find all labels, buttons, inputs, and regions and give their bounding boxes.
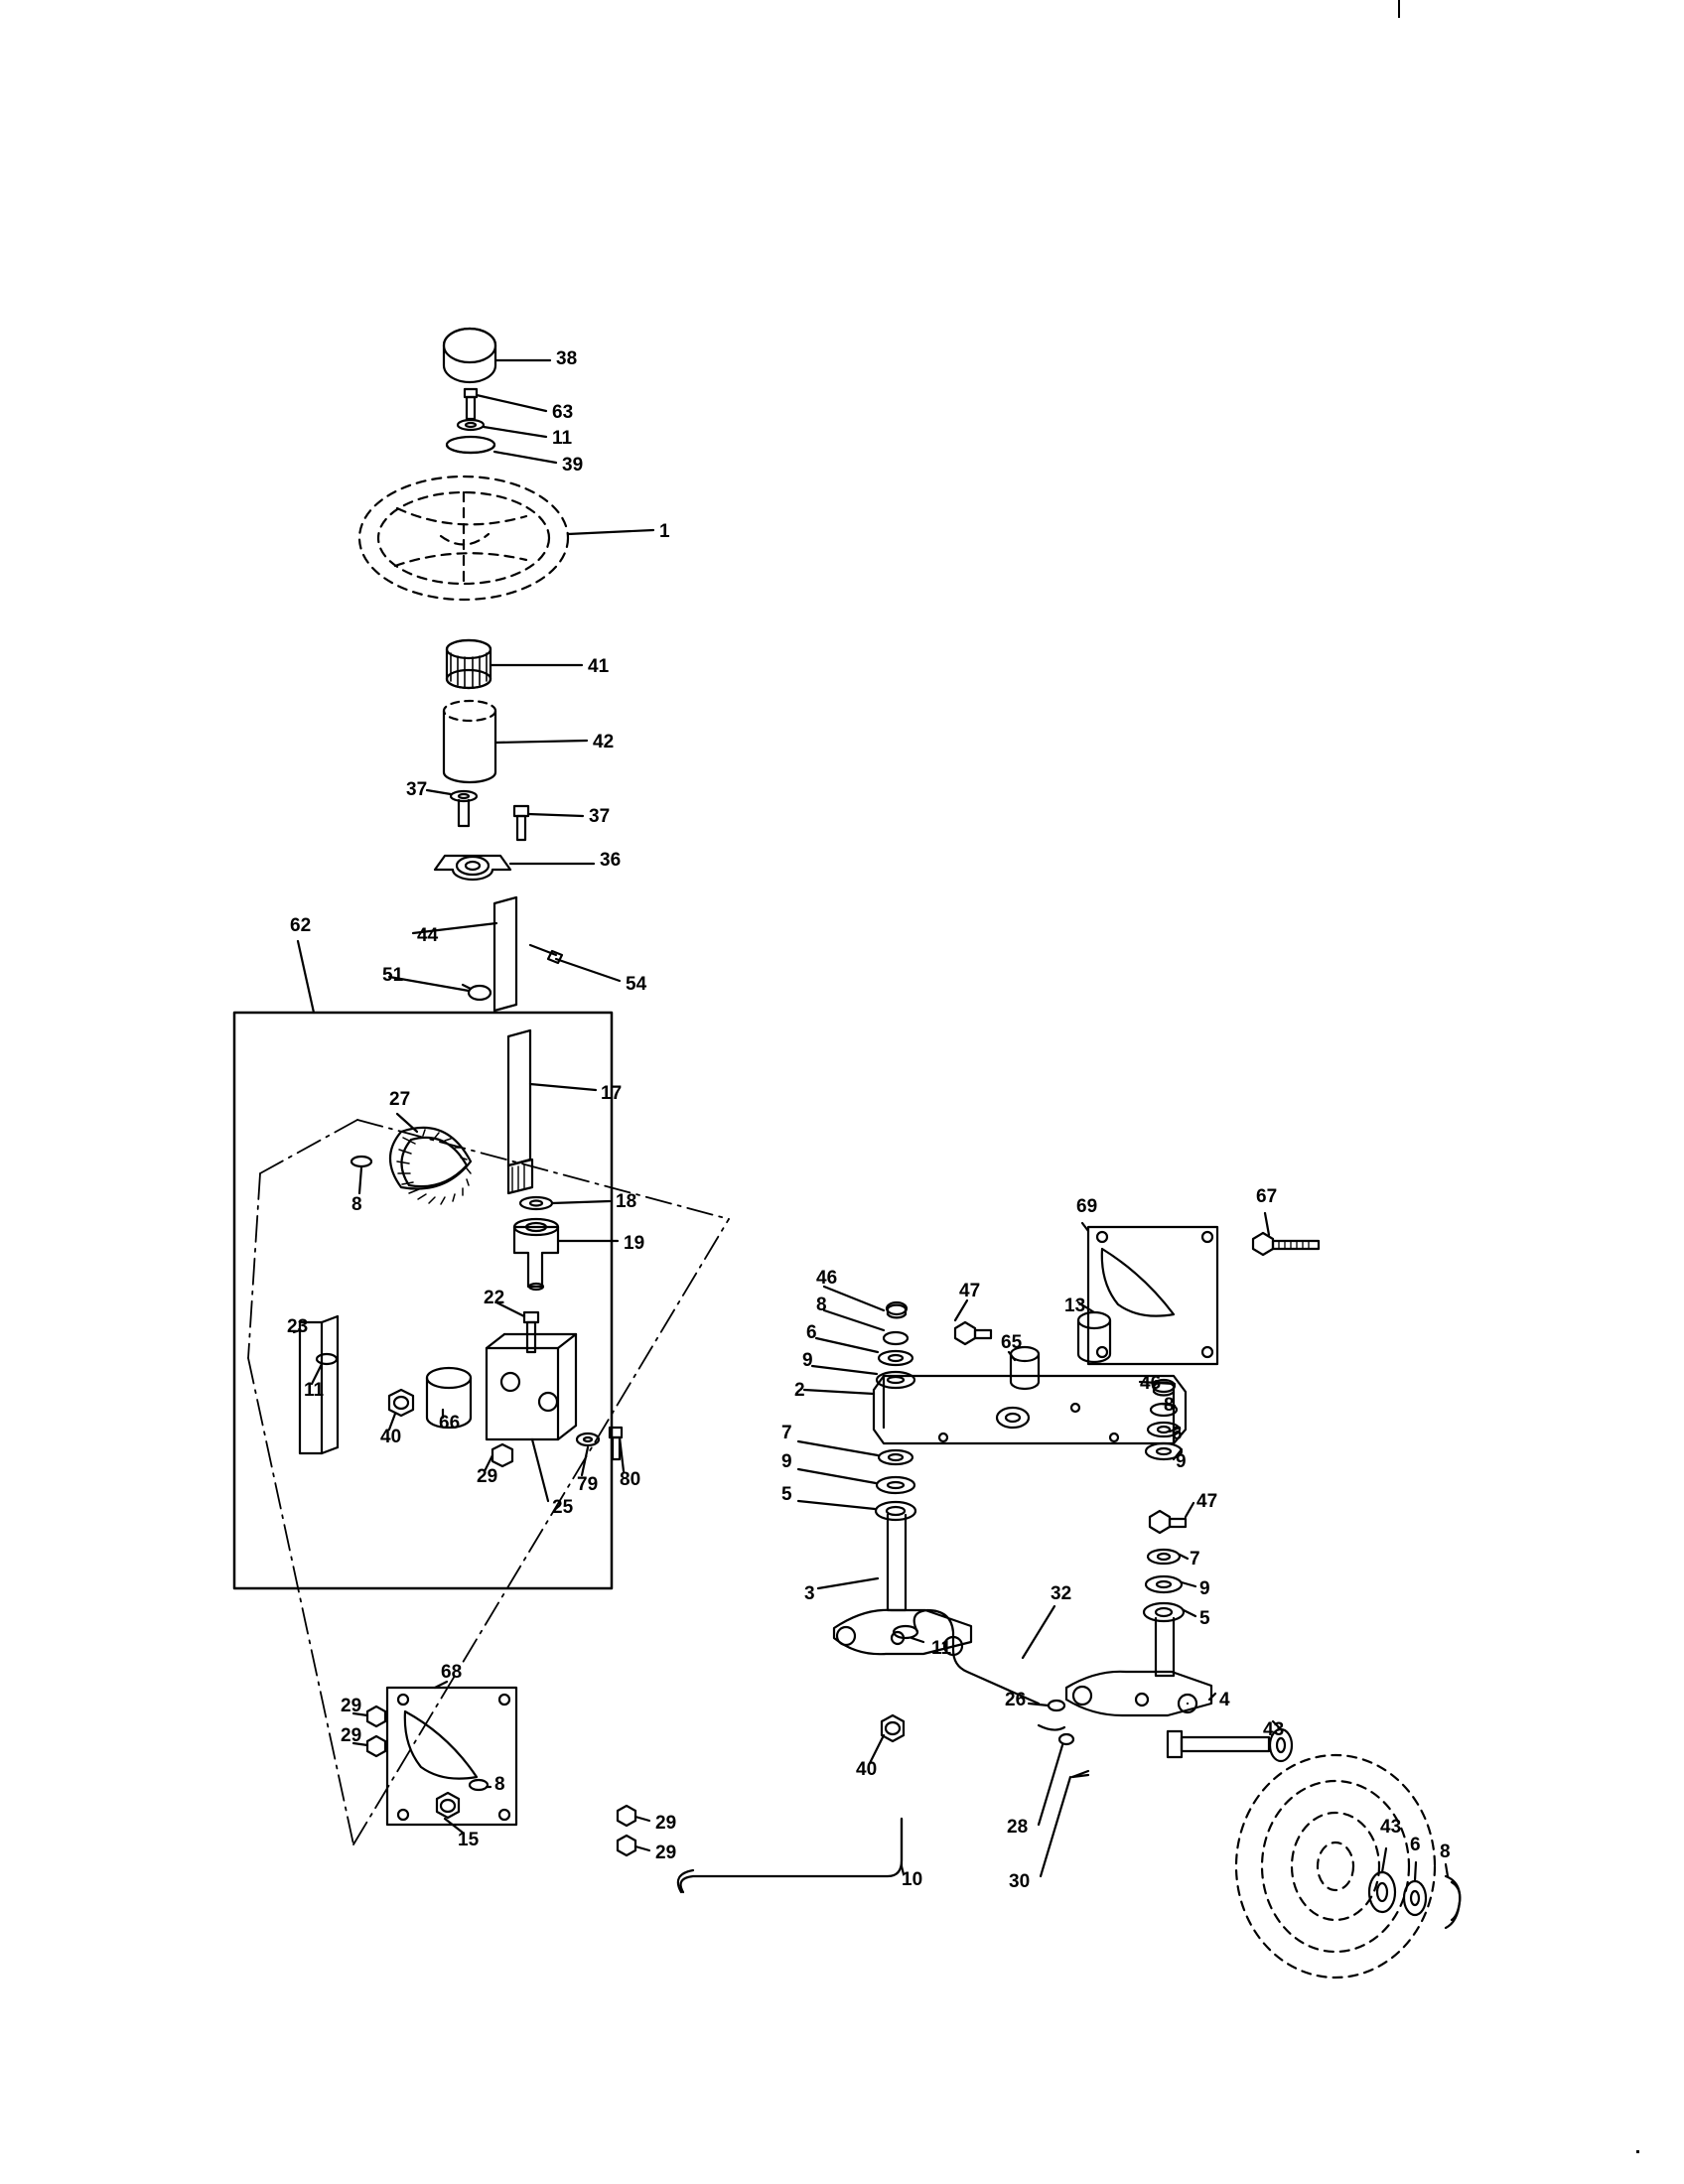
callout-11-c: 11: [931, 1638, 952, 1659]
callout-67: 67: [1256, 1186, 1278, 1207]
callout-65: 65: [1001, 1332, 1023, 1353]
callout-44: 44: [417, 925, 439, 946]
callout-8-d: 8: [494, 1774, 505, 1795]
callout-47-a: 47: [959, 1281, 981, 1301]
callout-2: 2: [794, 1380, 805, 1401]
callout-11-a: 11: [552, 428, 573, 449]
callout-6-c: 6: [1410, 1835, 1421, 1855]
callout-37-a: 37: [406, 779, 428, 800]
callout-28: 28: [1007, 1817, 1029, 1838]
callout-54: 54: [626, 974, 647, 995]
callout-4: 4: [1219, 1690, 1230, 1710]
callout-8-e: 8: [1440, 1842, 1451, 1862]
callout-63: 63: [552, 402, 574, 423]
callout-7-b: 7: [1190, 1549, 1200, 1570]
callout-68: 68: [441, 1662, 463, 1683]
callout-29-d: 29: [655, 1813, 677, 1834]
callout-47-b: 47: [1196, 1491, 1218, 1512]
callout-11-b: 11: [304, 1380, 325, 1401]
callout-43-b: 43: [1380, 1817, 1402, 1838]
callout-6-a: 6: [806, 1322, 817, 1343]
callout-40-b: 40: [856, 1759, 878, 1780]
callout-62: 62: [290, 915, 312, 936]
callout-41: 41: [588, 656, 610, 677]
callout-9-d: 9: [1199, 1578, 1210, 1599]
callout-13: 13: [1064, 1296, 1086, 1316]
callout-8-c: 8: [1164, 1395, 1175, 1416]
callout-25: 25: [552, 1497, 574, 1518]
callout-19: 19: [624, 1233, 645, 1254]
callout-9-b: 9: [1176, 1451, 1187, 1472]
callout-6-b: 6: [1172, 1424, 1183, 1444]
callout-46-a: 46: [816, 1268, 838, 1289]
callout-42: 42: [593, 732, 615, 752]
callout-29-c: 29: [341, 1725, 362, 1746]
callout-10: 10: [902, 1869, 923, 1890]
callout-22: 22: [484, 1288, 505, 1308]
callout-7-a: 7: [781, 1423, 792, 1443]
callout-23: 23: [287, 1316, 309, 1337]
callout-18: 18: [616, 1191, 637, 1212]
callout-30: 30: [1009, 1871, 1031, 1892]
callout-40-a: 40: [380, 1427, 402, 1447]
callout-80: 80: [620, 1469, 641, 1490]
callout-32: 32: [1051, 1583, 1072, 1604]
callout-9-c: 9: [781, 1451, 792, 1472]
callout-17: 17: [601, 1083, 623, 1104]
callout-46-b: 46: [1140, 1373, 1162, 1394]
callout-8-b: 8: [816, 1295, 827, 1315]
callout-1: 1: [659, 521, 670, 542]
callout-43-a: 43: [1263, 1719, 1285, 1740]
callout-8-a: 8: [351, 1194, 362, 1215]
callout-69: 69: [1076, 1196, 1098, 1217]
callout-39: 39: [562, 455, 584, 476]
callout-51: 51: [382, 965, 404, 986]
callout-3: 3: [804, 1583, 815, 1604]
callout-9-a: 9: [802, 1350, 813, 1371]
callout-37-b: 37: [589, 806, 611, 827]
callout-66: 66: [439, 1413, 461, 1433]
callout-5-b: 5: [1199, 1608, 1210, 1629]
callout-38: 38: [556, 348, 578, 369]
callout-29-a: 29: [477, 1466, 498, 1487]
callout-27: 27: [389, 1089, 411, 1110]
callout-29-b: 29: [341, 1696, 362, 1716]
callout-5-a: 5: [781, 1484, 792, 1505]
callout-36: 36: [600, 850, 622, 871]
callout-29-e: 29: [655, 1843, 677, 1863]
callout-15: 15: [458, 1830, 480, 1850]
callout-26: 26: [1005, 1690, 1027, 1710]
callout-79: 79: [577, 1474, 599, 1495]
